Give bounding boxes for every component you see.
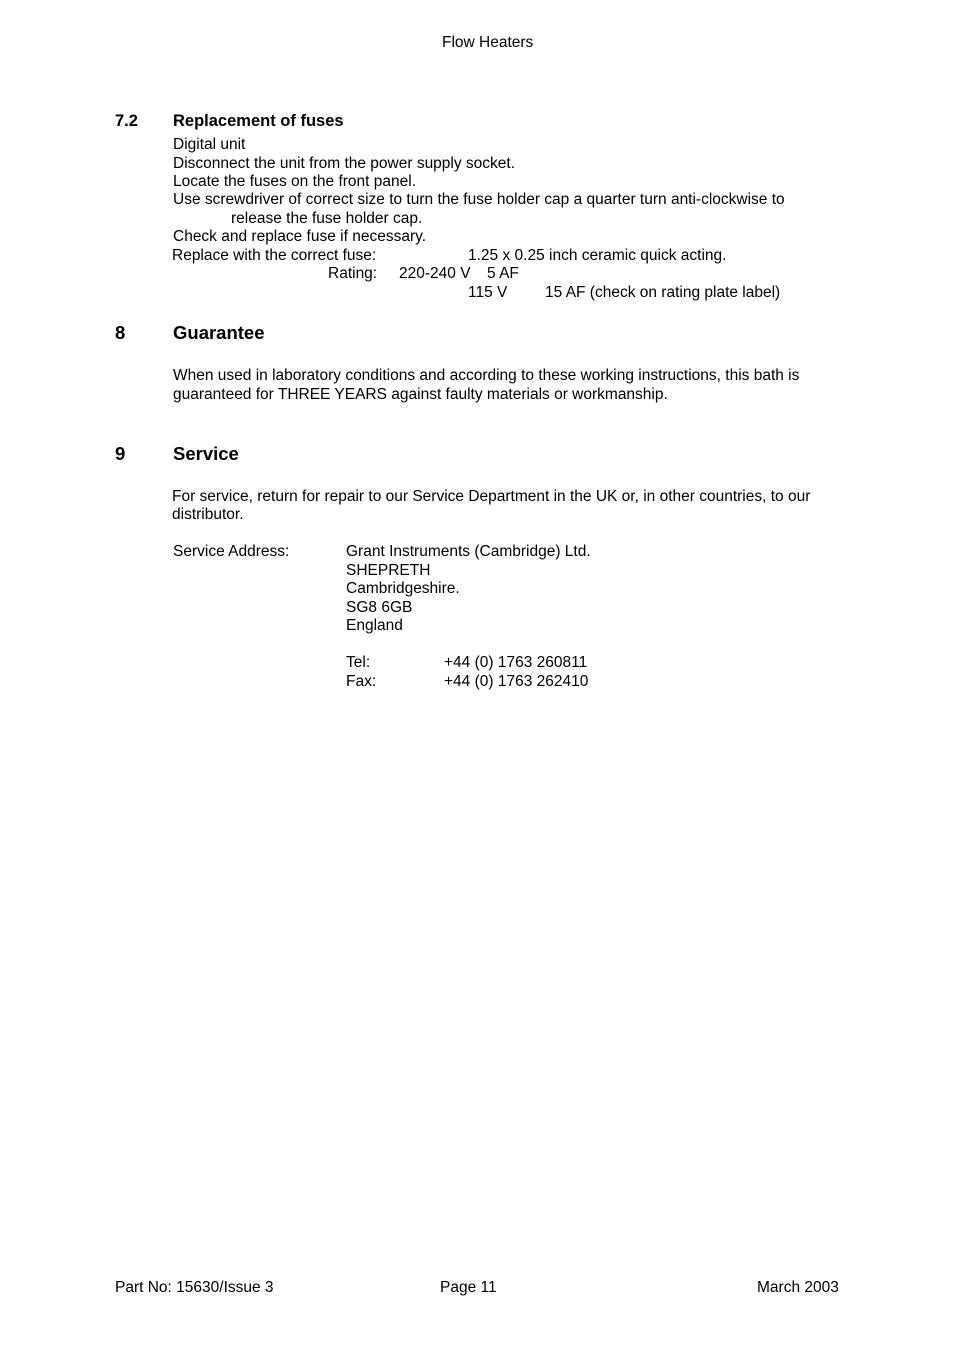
paragraph-line: Disconnect the unit from the power supply socket. bbox=[173, 155, 516, 172]
address-line: England bbox=[346, 617, 403, 634]
footer-part-number: Part No: 15630/Issue 3 bbox=[115, 1279, 274, 1296]
paragraph-line: Locate the fuses on the front panel. bbox=[173, 173, 417, 190]
paragraph-line: release the fuse holder cap. bbox=[231, 210, 423, 227]
section-7-2-title: Replacement of fuses bbox=[173, 112, 344, 130]
replace-label: Replace with the correct fuse: bbox=[172, 247, 377, 264]
address-line: Cambridgeshire. bbox=[346, 580, 460, 597]
running-header: Flow Heaters bbox=[442, 34, 534, 51]
section-8-number: 8 bbox=[115, 322, 126, 343]
section-9-title: Service bbox=[173, 443, 239, 464]
fax-number: +44 (0) 1763 262410 bbox=[444, 673, 589, 690]
tel-label: Tel: bbox=[346, 654, 371, 671]
rating-label: Rating: bbox=[328, 265, 378, 282]
address-line: SHEPRETH bbox=[346, 562, 431, 579]
paragraph-line: distributor. bbox=[172, 506, 244, 523]
paragraph-line: When used in laboratory conditions and according to these working instructions, this bath is bbox=[173, 367, 800, 384]
section-7-2-number: 7.2 bbox=[115, 112, 138, 130]
paragraph-line: For service, return for repair to our Service Department in the UK or, in other countries, to our bbox=[172, 488, 811, 505]
paragraph-line: guaranteed for THREE YEARS against faulty materials or workmanship. bbox=[173, 386, 668, 403]
rating-voltage: 115 V bbox=[468, 284, 508, 301]
service-address-label: Service Address: bbox=[173, 543, 290, 560]
rating-value: 5 AF bbox=[487, 265, 519, 282]
address-line: SG8 6GB bbox=[346, 599, 413, 616]
section-8-title: Guarantee bbox=[173, 322, 265, 343]
fuse-spec: 1.25 x 0.25 inch ceramic quick acting. bbox=[468, 247, 727, 264]
fax-label: Fax: bbox=[346, 673, 377, 690]
rating-voltage: 220-240 V bbox=[399, 265, 471, 282]
paragraph-line: Use screwdriver of correct size to turn the fuse holder cap a quarter turn anti-clockwise to bbox=[173, 191, 785, 208]
tel-number: +44 (0) 1763 260811 bbox=[444, 654, 588, 671]
paragraph-line: Check and replace fuse if necessary. bbox=[173, 228, 427, 245]
footer-date: March 2003 bbox=[757, 1279, 839, 1296]
rating-value: 15 AF (check on rating plate label) bbox=[545, 284, 781, 301]
section-9-number: 9 bbox=[115, 443, 126, 464]
footer-page-number: Page 11 bbox=[440, 1279, 497, 1296]
paragraph-line: Digital unit bbox=[173, 136, 246, 153]
address-line: Grant Instruments (Cambridge) Ltd. bbox=[346, 543, 591, 560]
